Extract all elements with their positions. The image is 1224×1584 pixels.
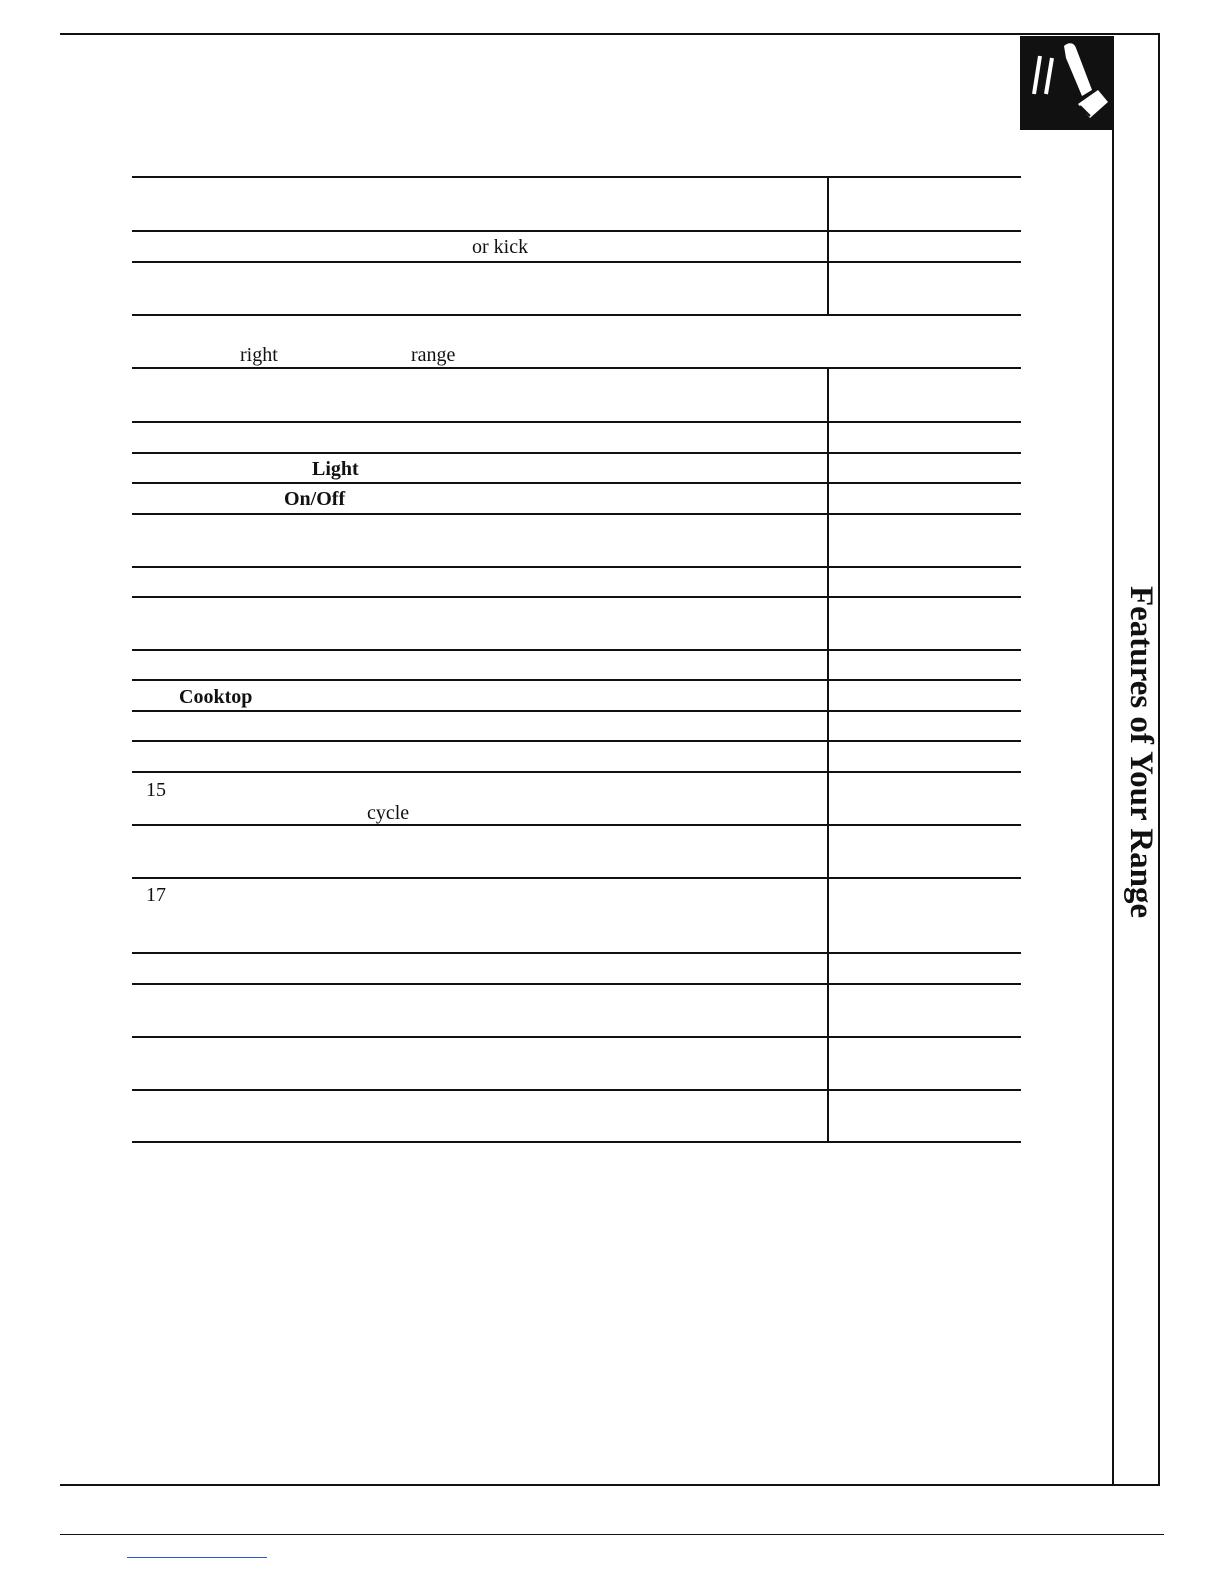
table-row-rule	[132, 740, 1021, 742]
frame-bottom-rule	[60, 1484, 1160, 1486]
table-row-rule	[132, 824, 1021, 826]
table-row-rule	[132, 983, 1021, 985]
table-row-rule	[132, 679, 1021, 681]
table-row-rule	[132, 367, 1021, 369]
table-row-rule	[132, 566, 1021, 568]
table-row-rule	[132, 877, 1021, 879]
table-row-rule	[132, 452, 1021, 454]
table-cell-text: 17	[146, 884, 166, 906]
table-cell-text: or kick	[472, 236, 529, 258]
table-cell-text: range	[411, 344, 456, 366]
table-row-rule	[132, 421, 1021, 423]
table-row-rule	[132, 596, 1021, 598]
table-row-rule	[132, 314, 1021, 316]
table-row-rule	[132, 1036, 1021, 1038]
section-title-text: Features of Your Range	[1123, 586, 1159, 919]
hand-pressing-button-icon	[1020, 36, 1114, 130]
section-title	[1121, 586, 1161, 946]
table-column-divider	[827, 177, 829, 315]
table-cell-text: right	[240, 344, 278, 366]
table-cell-text: On/Off	[284, 488, 346, 510]
table-column-divider	[827, 368, 829, 1142]
table-row-rule	[132, 230, 1021, 232]
top-rule	[60, 33, 1160, 35]
table-cell-text: Cooktop	[179, 686, 253, 708]
table-row-rule	[132, 1141, 1021, 1143]
footer-rule	[60, 1534, 1164, 1535]
table-cell-text: 15	[146, 779, 166, 801]
table-row-rule	[132, 771, 1021, 773]
sidebar-divider	[1112, 130, 1114, 1485]
table-cell-text: Light	[312, 458, 359, 480]
table-row-rule	[132, 649, 1021, 651]
table-row-rule	[132, 261, 1021, 263]
table-cell-text: cycle	[367, 802, 410, 824]
footer-link-underline	[127, 1557, 267, 1558]
table-row-rule	[132, 513, 1021, 515]
table-row-rule	[132, 1089, 1021, 1091]
table-row-rule	[132, 482, 1021, 484]
table-row-rule	[132, 952, 1021, 954]
table-row-rule	[132, 710, 1021, 712]
table-row-rule	[132, 176, 1021, 178]
